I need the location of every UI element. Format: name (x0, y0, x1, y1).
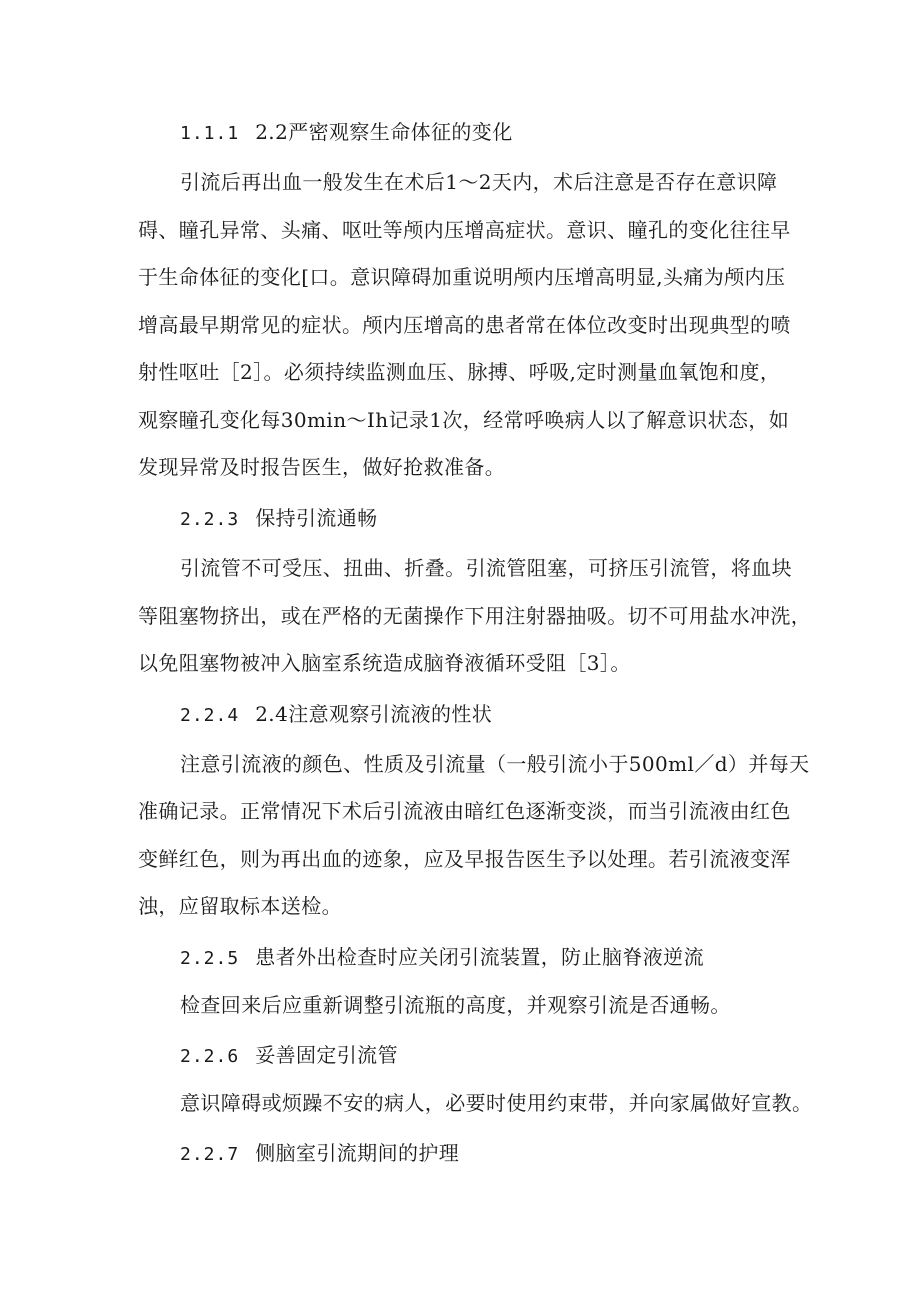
section-heading (180, 119, 513, 147)
section-title: 2.2严密观察生命体征的变化 (255, 120, 513, 144)
paragraph-line: 准确记录。正常情况下术后引流液由暗红色逐渐变淡，而当引流液由红色 (138, 799, 791, 823)
section-heading (180, 505, 378, 533)
paragraph-line: 注意引流液的颜色、性质及引流量（一般引流小于500ml／d）并每天 (180, 752, 810, 776)
paragraph-line: 增高最早期常见的症状。颅内压增高的患者常在体位改变时出现典型的喷 (138, 313, 791, 337)
section-title: 保持引流通畅 (255, 506, 378, 530)
paragraph-line: 意识障碍或烦躁不安的病人，必要时使用约束带，并向家属做好宣教。 (180, 1091, 813, 1115)
section-number: 2.2.5 (180, 948, 240, 969)
section-number: 2.2.6 (180, 1046, 240, 1067)
section-number: 2.2.3 (180, 509, 240, 530)
section-heading (180, 1140, 459, 1168)
paragraph-line: 等阻塞物挤出，或在严格的无菌操作下用注射器抽吸。切不可用盐水冲洗， (138, 604, 812, 628)
section-title: 侧脑室引流期间的护理 (255, 1141, 460, 1165)
section-heading (180, 944, 704, 972)
section-title: 患者外出检查时应关闭引流装置，防止脑脊液逆流 (255, 945, 704, 969)
paragraph-line: 检查回来后应重新调整引流瓶的高度，并观察引流是否通畅。 (180, 993, 731, 1017)
paragraph-line: 观察瞳孔变化每30min～Ih记录1次，经常呼唤病人以了解意识状态，如 (138, 408, 790, 432)
paragraph-line: 浊，应留取标本送检。 (138, 894, 342, 918)
section-number: 1.1.1 (180, 123, 240, 144)
paragraph-line: 引流管不可受压、扭曲、折叠。引流管阻塞，可挤压引流管，将血块 (180, 556, 792, 580)
section-heading (180, 701, 492, 729)
paragraph-line: 于生命体征的变化[口。意识障碍加重说明颅内压增高明显,头痛为颅内压 (138, 265, 786, 289)
section-heading (180, 1042, 398, 1070)
paragraph-line: 射性呕吐［2］。必须持续监测血压、脉搏、呼吸,定时测量血氧饱和度， (138, 360, 781, 384)
paragraph-line: 变鲜红色，则为再出血的迹象，应及早报告医生予以处理。若引流液变浑 (138, 847, 791, 871)
paragraph-line: 发现异常及时报告医生，做好抢救准备。 (138, 455, 506, 479)
section-title: 妥善固定引流管 (255, 1043, 398, 1067)
section-number: 2.2.7 (180, 1144, 240, 1165)
paragraph-line: 引流后再出血一般发生在术后1～2天内，术后注意是否存在意识障 (180, 170, 778, 194)
paragraph-line: 以免阻塞物被冲入脑室系统造成脑脊液循环受阻［3］。 (138, 651, 631, 675)
paragraph-line: 碍、瞳孔异常、头痛、呕吐等颅内压增高症状。意识、瞳孔的变化往往早 (138, 218, 791, 242)
section-title: 2.4注意观察引流液的性状 (255, 702, 493, 726)
section-number: 2.2.4 (180, 705, 240, 726)
